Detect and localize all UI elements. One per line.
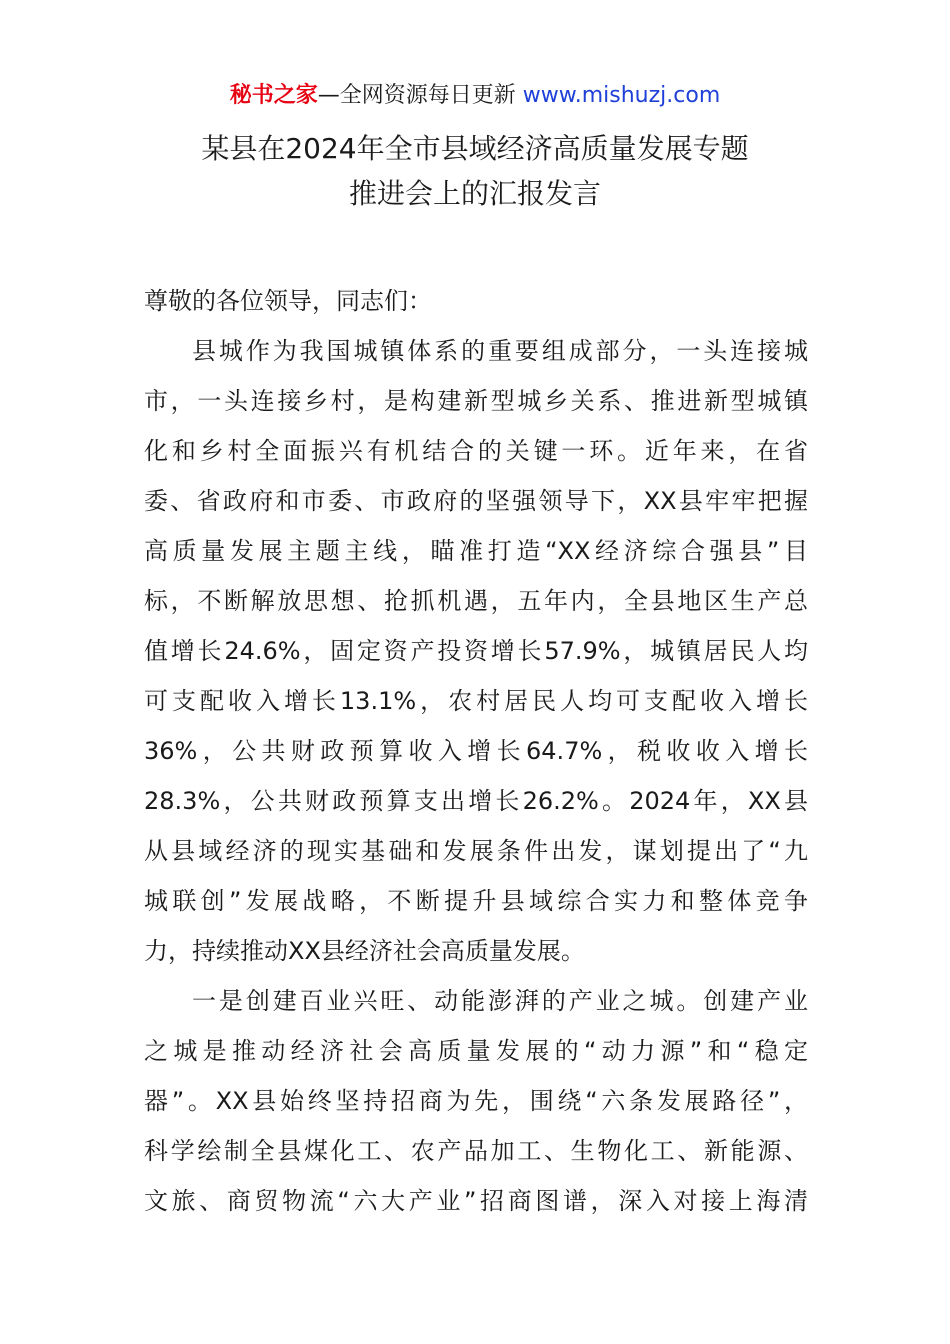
- body-line: 高质量发展主题主线，瞄准打造“XX经济综合强县”目: [144, 537, 808, 565]
- body-line: 市，一头连接乡村，是构建新型城乡关系、推进新型城镇: [144, 387, 808, 415]
- body-line: 从县域经济的现实基础和发展条件出发，谋划提出了“九: [144, 837, 808, 865]
- salutation: 尊敬的各位领导，同志们：: [144, 287, 432, 315]
- title-line-2: 推进会上的汇报发言: [348, 177, 601, 210]
- brand-name: 秘书之家: [229, 83, 318, 108]
- body-line: 可支配收入增长13.1%，农村居民人均可支配收入增长: [144, 687, 808, 715]
- body-line: 城联创”发展战略，不断提升县域综合实力和整体竞争: [144, 887, 808, 915]
- body-line: 值增长24.6%，固定资产投资增长57.9%，城镇居民人均: [144, 637, 808, 665]
- body-line: 力，持续推动XX县经济社会高质量发展。: [144, 937, 585, 965]
- body-line: 县城作为我国城镇体系的重要组成部分，一头连接城: [192, 337, 808, 365]
- body-line: 科学绘制全县煤化工、农产品加工、生物化工、新能源、: [144, 1137, 808, 1165]
- body-line: 一是创建百业兴旺、动能澎湃的产业之城。创建产业: [192, 987, 808, 1015]
- body-line: 文旅、商贸物流“六大产业”招商图谱，深入对接上海清: [144, 1187, 808, 1215]
- site-banner: [0, 80, 950, 112]
- body-line: 委、省政府和市委、市政府的坚强领导下，XX县牢牢把握: [144, 487, 808, 515]
- body-line: 标，不断解放思想、抢抓机遇，五年内，全县地区生产总: [144, 587, 808, 615]
- body-line: 28.3%，公共财政预算支出增长26.2%。2024年，XX县: [144, 787, 808, 815]
- body-line: 之城是推动经济社会高质量发展的“动力源”和“稳定: [144, 1037, 808, 1065]
- document-title: [0, 126, 950, 216]
- body-line: 器”。XX县始终坚持招商为先，围绕“六条发展路径”，: [144, 1087, 808, 1115]
- banner-tagline: —全网资源每日更新: [317, 83, 516, 108]
- body-line: 36%，公共财政预算收入增长64.7%，税收收入增长: [144, 737, 808, 765]
- title-line-1: 某县在2024年全市县域经济高质量发展专题: [201, 132, 749, 165]
- site-url-link[interactable]: www.mishuzj.com: [522, 83, 721, 108]
- body-line: 化和乡村全面振兴有机结合的关键一环。近年来，在省: [144, 437, 808, 465]
- document-body: [144, 276, 808, 1226]
